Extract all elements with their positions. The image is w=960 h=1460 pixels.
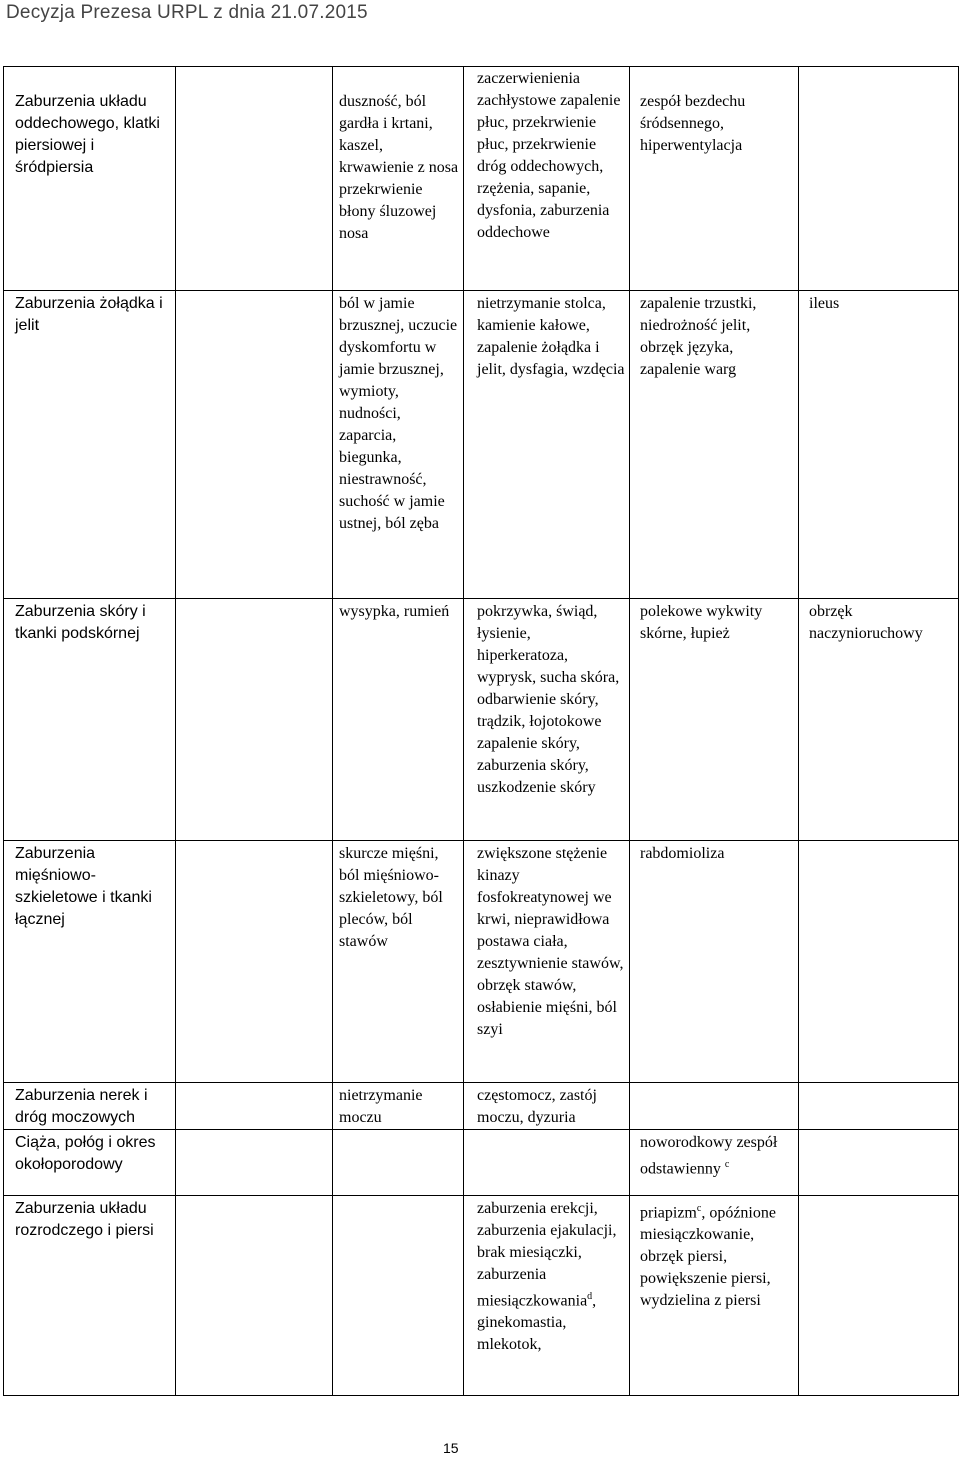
skin-c5: polekowe wykwity skórne, łupież: [640, 603, 763, 642]
gi-c6: ileus: [809, 295, 840, 312]
gi-c5: zapalenie trzustki, niedrożność jelit, obrzęk języka, zapalenie warg: [640, 295, 757, 378]
soc-resp: Zaburzenia układu oddechowego, klatki piersiowej i śródpiersia: [15, 93, 160, 176]
table-row: [4, 599, 959, 841]
soc-cell: [4, 841, 176, 1083]
empty-cell: [176, 1130, 333, 1196]
table-row: [4, 291, 959, 599]
adverse-reactions-table: [3, 66, 959, 1396]
resp-c4: zachłystowe zapalenie płuc, przekrwienie płuc, przekrwienie dróg oddechowych, rzężenia, sapanie, dysfonia, zaburzenia oddechowe: [477, 92, 621, 241]
empty-cell: [176, 67, 333, 291]
empty-cell: [799, 1130, 959, 1196]
soc-renal: Zaburzenia nerek i dróg moczowych: [15, 1087, 148, 1126]
empty-cell: [464, 1130, 630, 1196]
resp-c5: zespół bezdechu śródsennego, hiperwentylacja: [640, 93, 746, 154]
cell: [630, 1130, 799, 1196]
skin-c3: wysypka, rumień: [339, 603, 450, 620]
footnote-c: c: [724, 1159, 730, 1170]
cell: [464, 1083, 630, 1130]
soc-cell: [4, 67, 176, 291]
cell: [464, 841, 630, 1083]
cell: [799, 599, 959, 841]
cell: [630, 841, 799, 1083]
empty-cell: [176, 841, 333, 1083]
soc-preg: Ciąża, połóg i okres okołoporodowy: [15, 1134, 156, 1173]
table-row: [4, 1130, 959, 1196]
empty-cell: [333, 1130, 464, 1196]
cell: [333, 841, 464, 1083]
cell: [333, 291, 464, 599]
musc-c5: rabdomioliza: [640, 845, 725, 862]
table-row: [4, 841, 959, 1083]
table-row: [4, 67, 959, 291]
cell: [799, 291, 959, 599]
cell: [630, 291, 799, 599]
footnote-d: d: [587, 1291, 593, 1302]
cell: [333, 599, 464, 841]
table-row: [4, 1196, 959, 1396]
table-row: [4, 1083, 959, 1130]
cell: [464, 67, 630, 291]
empty-cell: [630, 1083, 799, 1130]
page-number: 15: [443, 1440, 459, 1456]
empty-cell: [799, 1196, 959, 1396]
cell: [464, 291, 630, 599]
repro-c4: zaburzenia erekcji, zaburzenia ejakulacji, brak miesiączki, zaburzenia miesiączkowania$^d$, ginekomastia, mlekotok,: [477, 1200, 617, 1354]
resp-c3: duszność, ból gardła i krtani, kaszel, krwawienie z nosa przekrwienie błony śluzowej nosa: [339, 93, 459, 242]
soc-musc: Zaburzenia mięśniowo-szkieletowe i tkanki łącznej: [15, 845, 152, 928]
document-header: Decyzja Prezesa URPL z dnia 21.07.2015: [6, 2, 368, 23]
empty-cell: [176, 1196, 333, 1396]
cell: [630, 599, 799, 841]
soc-cell: [4, 599, 176, 841]
soc-cell: [4, 1083, 176, 1130]
empty-cell: [176, 599, 333, 841]
cell: [464, 599, 630, 841]
gi-c3: ból w jamie brzusznej, uczucie dyskomfortu w jamie brzusznej, wymioty, nudności, zaparcia, biegunka, niestrawność, suchość w jamie ustnej, ból zęba: [339, 295, 458, 532]
cell: [630, 1196, 799, 1396]
empty-cell: [176, 1083, 333, 1130]
skin-c6: obrzęk naczynioruchowy: [809, 603, 923, 642]
cell: [333, 1083, 464, 1130]
musc-c4: zwiększone stężenie kinazy fosfokreatynowej we krwi, nieprawidłowa postawa ciała, zesztywnienie stawów, obrzęk stawów, osłabienie mięśni, ból szyi: [477, 845, 624, 1038]
footnote-c: c: [696, 1203, 702, 1214]
cell: [464, 1196, 630, 1396]
empty-cell: [799, 841, 959, 1083]
soc-cell: [4, 1130, 176, 1196]
repro-c5: priapizm$^c$, opóźnione miesiączkowanie, obrzęk piersi, powiększenie piersi, wydzielina z piersi: [640, 1203, 776, 1310]
resp-c4-top: zaczerwienienia: [477, 70, 581, 87]
renal-c3: nietrzymanie moczu: [339, 1087, 423, 1126]
empty-cell: [799, 1083, 959, 1130]
soc-repro: Zaburzenia układu rozrodczego i piersi: [15, 1200, 154, 1239]
renal-c4: częstomocz, zastój moczu, dyzuria: [477, 1087, 597, 1126]
cell: [333, 67, 464, 291]
soc-cell: [4, 291, 176, 599]
cell: [630, 67, 799, 291]
musc-c3: skurcze mięśni, ból mięśniowo-szkieletowy, ból pleców, ból stawów: [339, 845, 443, 950]
soc-skin: Zaburzenia skóry i tkanki podskórnej: [15, 603, 146, 642]
soc-cell: [4, 1196, 176, 1396]
gi-c4: nietrzymanie stolca, kamienie kałowe, zapalenie żołądka i jelit, dysfagia, wzdęcia: [477, 295, 625, 378]
empty-cell: [176, 291, 333, 599]
empty-cell: [799, 67, 959, 291]
skin-c4: pokrzywka, świąd, łysienie, hiperkeratoza, wyprysk, sucha skóra, odbarwienie skóry, trądzik, łojotokowe zapalenie skóry, zaburzenia skóry, uszkodzenie skóry: [477, 603, 620, 796]
soc-gi: Zaburzenia żołądka i jelit: [15, 295, 163, 334]
preg-c5: noworodkowy zespół odstawienny $^c$: [640, 1134, 778, 1178]
empty-cell: [333, 1196, 464, 1396]
